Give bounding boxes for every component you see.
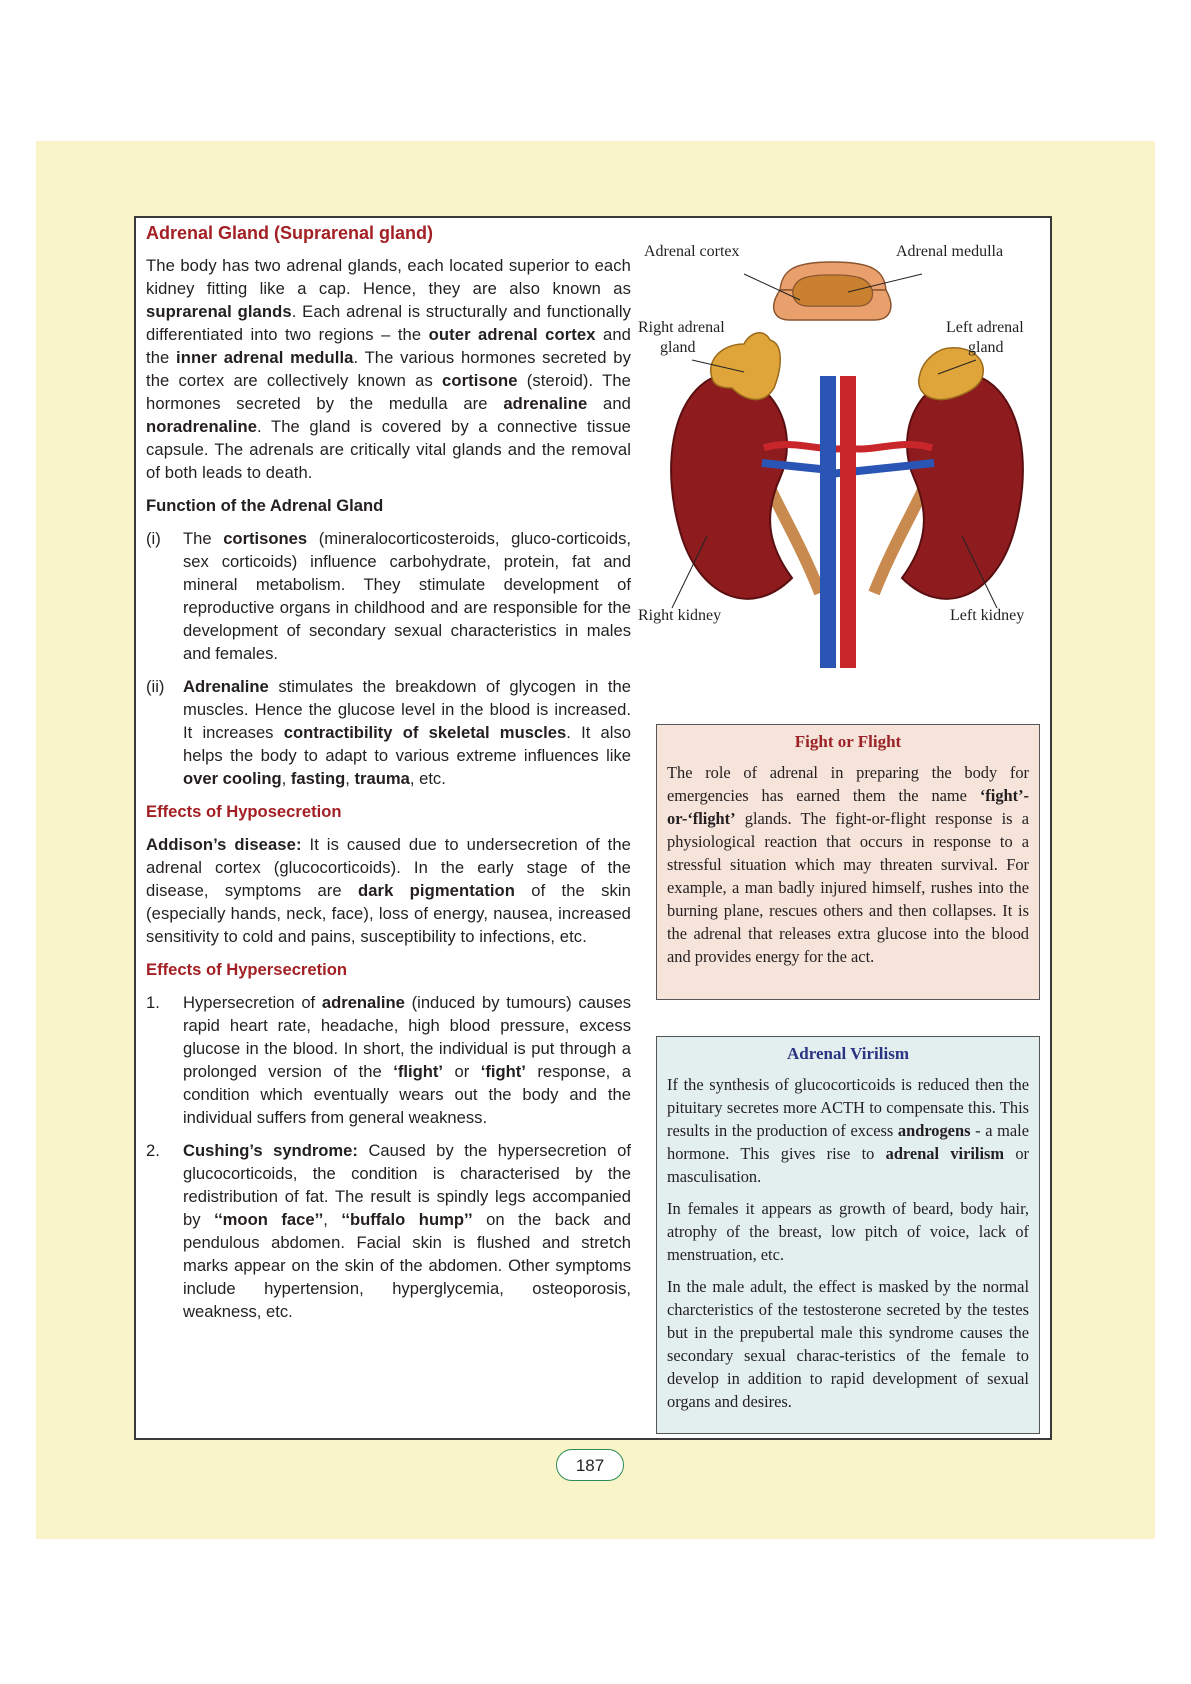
text-run: of the skin (especially hands, neck, face), loss of energy, nausea, increased sensitivity to cold and pains, susceptibility to infections, etc.: [146, 881, 631, 946]
text-run: . The various hormones secreted by the cortex are collectively known as: [146, 348, 631, 390]
adrenal-kidney-figure: [638, 243, 1047, 668]
function-list: [146, 527, 631, 790]
text-run: (induced by tumours) causes rapid heart rate, headache, high blood pressure, excess glucose in the blood. In short, the individual is put through a prolonged version of the: [183, 993, 631, 1081]
section-title: Adrenal Gland (Suprarenal gland): [146, 223, 434, 243]
text-run: (steroid). The hormones secreted by the medulla are: [146, 371, 632, 413]
text-run: In the male adult, the effect is masked by the normal charcteristics of the testosterone secreted by the testes but in the prepubertal male this syndrome causes the secondary sexual charac-teristics of the female to develop in addition to rapid development of sexual organs and desires.: [667, 1277, 1029, 1411]
virilism-paragraph-3: [667, 1275, 1029, 1413]
bold-term: adrenaline: [503, 394, 588, 413]
text-run: on the back and pendulous abdomen. Facial skin is flushed and stretch marks appear on the skin of the abdomen. Other symptoms include hypertension, hyperglycemia, osteoporosis, weakness, etc.: [183, 1210, 631, 1321]
text-run: or masculisation.: [667, 1144, 1029, 1186]
bold-term: ‘‘buffalo hump’’: [341, 1210, 473, 1229]
list-item-number: (ii): [146, 677, 165, 696]
text-run: . The gland is covered by a connective tissue capsule. The adrenals are critically vital glands and the removal of both leads to death.: [146, 417, 631, 482]
text-run: ,: [323, 1210, 342, 1229]
bold-term: ‘fight’: [480, 1062, 526, 1081]
bold-term: outer adrenal cortex: [428, 325, 596, 344]
bold-term: ‘flight’: [393, 1062, 443, 1081]
list-item: [146, 527, 631, 665]
bold-term: noradrenaline: [146, 417, 258, 436]
fight-or-flight-title: Fight or Flight: [794, 732, 902, 751]
bold-term: Adrenaline: [183, 677, 269, 696]
text-run: . Each adrenal is structurally and functionally differentiated into two regions – the: [146, 302, 632, 344]
text-run: The body has two adrenal glands, each located superior to each kidney fitting like a cap. Hence, they are also known as: [146, 256, 631, 298]
text-run: stimulates the breakdown of glycogen in the muscles. Hence the glucose level in the blood is increased. It increases: [183, 677, 631, 742]
bold-term: adrenal virilism: [885, 1144, 1005, 1163]
text-run: glands. The fight-or-flight response is a physiological reaction that occurs in response to a stressful situation which may threaten survival. For example, a man badly injured himself, rushes into the burning plane, rescues others and then collapses. It is the adrenal that releases extra glucose into the blood and provides energy for the act.: [667, 809, 1029, 966]
bold-term: contractibility of skeletal muscles: [283, 723, 567, 742]
left-kidney: [902, 376, 1023, 598]
hyposecretion-heading: Effects of Hyposecretion: [146, 802, 342, 821]
bold-term: cortisone: [442, 371, 518, 390]
bold-term: adrenaline: [321, 993, 405, 1012]
text-run: - a male hormone. This gives rise to: [667, 1121, 1029, 1163]
left-column: [146, 221, 631, 1333]
inferior-vena-cava: [820, 376, 836, 668]
hypersecretion-list: [146, 991, 631, 1323]
kidney-illustration: [638, 243, 1047, 668]
label-right-kidney: Right kidney: [638, 607, 722, 624]
fight-or-flight-box: [656, 724, 1040, 1000]
label-left-kidney: Left kidney: [950, 607, 1025, 624]
bold-term: ‘‘moon face’’: [214, 1210, 324, 1229]
text-run: If the synthesis of glucocorticoids is reduced then the pituitary secretes more ACTH to compensate this. This results in the production of excess: [667, 1075, 1029, 1140]
text-run: and: [587, 394, 631, 413]
hyposecretion-paragraph: [146, 833, 631, 948]
gland-section-medulla: [793, 275, 872, 306]
hypersecretion-heading: Effects of Hypersecretion: [146, 960, 348, 979]
right-kidney: [671, 376, 792, 598]
list-item-number: (i): [146, 529, 161, 548]
text-run: It is caused due to undersecretion of the adrenal cortex (glucocorticoids). In the early stage of the disease, symptoms are: [146, 835, 631, 900]
text-run: Hypersecretion of: [183, 993, 322, 1012]
text-run: , etc.: [409, 769, 446, 788]
bold-term: Addison’s disease:: [146, 835, 302, 854]
left-renal-artery: [848, 444, 932, 449]
text-run: The role of adrenal in preparing the body for emergencies has earned them the name: [667, 763, 1029, 805]
text-run: ,: [281, 769, 291, 788]
list-item: [146, 675, 631, 790]
bold-term: inner adrenal medulla: [176, 348, 354, 367]
fight-or-flight-text: [667, 761, 1029, 968]
list-item: [146, 1139, 631, 1323]
bold-term: ‘fight’-or-‘flight’: [667, 786, 1029, 828]
label-right-gland-1: Right adrenal: [638, 319, 725, 336]
bold-term: cortisones: [223, 529, 308, 548]
bold-term: androgens: [897, 1121, 971, 1140]
bold-term: suprarenal glands: [146, 302, 292, 321]
text-run: response, a condition which eventually wears out the body and the individual suffers from general weakness.: [183, 1062, 632, 1127]
text-run: (mineralocorticosteroids, gluco-corticoids, sex corticoids) influence carbohydrate, protein, fat and mineral metabolism. They stimulate development of reproductive organs in childhood and are responsible for the development of secondary sexual characteristics in males and females.: [183, 529, 631, 663]
abdominal-aorta: [840, 376, 856, 668]
label-adrenal-medulla: Adrenal medulla: [896, 243, 1004, 260]
bold-term: Cushing’s syndrome:: [183, 1141, 358, 1160]
adrenal-virilism-box: [656, 1036, 1040, 1434]
label-left-gland-1: Left adrenal: [946, 319, 1024, 336]
page-number: 187: [556, 1449, 624, 1481]
label-right-gland-2: gland: [660, 339, 696, 356]
list-item-number: 2.: [146, 1141, 160, 1160]
label-left-gland-2: gland: [968, 339, 1004, 356]
text-run: In females it appears as growth of beard, body hair, atrophy of the breast, low pitch of voice, lack of menstruation, etc.: [667, 1199, 1029, 1264]
text-run: Caused by the hypersecretion of glucocorticoids, the condition is characterised by the redistribution of fat. The result is spindly legs accompanied by: [183, 1141, 631, 1229]
bold-term: over cooling: [183, 769, 282, 788]
text-run: The: [183, 529, 224, 548]
text-run: or: [442, 1062, 481, 1081]
label-adrenal-cortex: Adrenal cortex: [644, 243, 740, 260]
function-heading: Function of the Adrenal Gland: [146, 496, 384, 515]
bold-term: dark pigmentation: [357, 881, 516, 900]
adrenal-virilism-title: Adrenal Virilism: [787, 1044, 909, 1063]
list-item: [146, 991, 631, 1129]
text-run: ,: [345, 769, 355, 788]
intro-paragraph: [146, 254, 631, 484]
virilism-paragraph-2: [667, 1197, 1029, 1266]
text-run: and the: [146, 325, 631, 367]
list-item-number: 1.: [146, 993, 160, 1012]
bold-term: trauma: [354, 769, 410, 788]
virilism-paragraph-1: [667, 1073, 1029, 1188]
text-run: . It also helps the body to adapt to various extreme influences like: [183, 723, 631, 765]
bold-term: fasting: [290, 769, 346, 788]
